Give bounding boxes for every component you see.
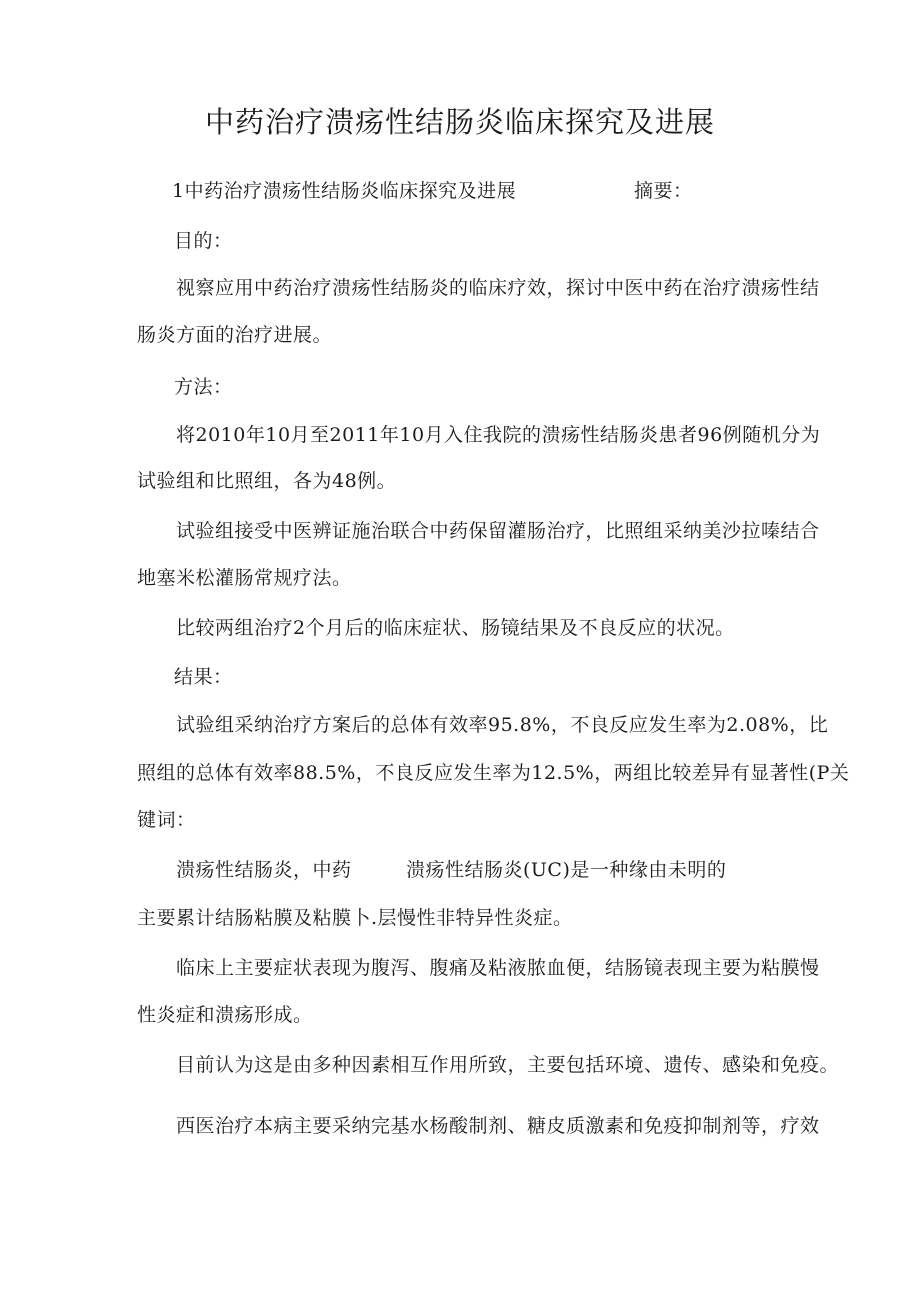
western-treatment-text: 西医治疗本病主要采纳完基水杨酸制剂、糖皮质激素和免疫抑制剂等，疗效 [176,1115,820,1137]
document-title: 中药治疗溃疡性结肠炎临床探究及进展 [204,105,715,139]
keywords-label: 键词： [137,809,196,831]
method-text-line-3: 试验组接受中医辨证施治联合中药保留灌肠治疗，比照组采纳美沙拉嗪结合 [176,520,820,542]
method-label: 方法： [174,376,233,398]
cause-text: 目前认为这是由多种因素相互作用所致，主要包括环境、遗传、感染和免疫。 [176,1054,840,1076]
intro-text-line-1: 溃疡性结肠炎(UC)是一种缘由未明的 [406,859,727,881]
abstract-label: 摘要： [634,180,693,202]
result-text-line-2: 照组的总体有效率88.5%，不良反应发生率为12.5%，两组比较差异有显著性(P关 [137,762,850,784]
objective-label: 目的： [174,230,233,252]
intro-text-line-2: 主要累计结肠粘膜及粘膜卜.层慢性非特异性炎症。 [137,907,573,929]
method-text-line-1: 将2010年10月至2011年10月入住我院的溃疡性结肠炎患者96例随机分为 [176,424,821,446]
objective-text-line-1: 视察应用中药治疗溃疡性结肠炎的临床疗效，探讨中医中药在治疗溃疡性结 [176,277,820,299]
result-text-line-1: 试验组采纳治疗方案后的总体有效率95.8%，不良反应发生率为2.08%，比 [176,714,829,736]
result-label: 结果： [174,666,233,688]
method-text-line-4: 地塞米松灌肠常规疗法。 [137,567,352,589]
keywords-text: 溃疡性结肠炎，中药 [176,859,352,881]
subtitle-left: 1中药治疗溃疡性结肠炎临床探究及进展 [172,180,517,202]
objective-text-line-2: 肠炎方面的治疗进展。 [137,324,333,346]
method-text-line-5: 比较两组治疗2个月后的临床症状、肠镜结果及不良反应的状况。 [176,617,735,639]
symptom-text-line-2: 性炎症和溃疡形成。 [137,1004,313,1026]
symptom-text-line-1: 临床上主要症状表现为腹泻、腹痛及粘液脓血便，结肠镜表现主要为粘膜慢 [176,957,820,979]
method-text-line-2: 试验组和比照组，各为48例。 [137,470,397,492]
